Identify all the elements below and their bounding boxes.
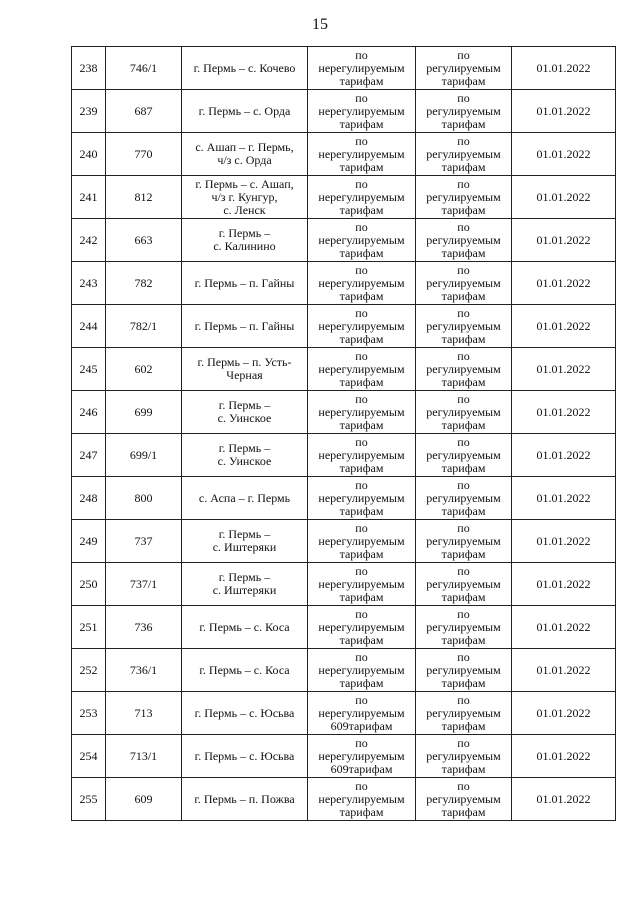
route-number-cell: 737 (106, 520, 182, 563)
route-number-cell: 687 (106, 90, 182, 133)
row-number-cell: 241 (72, 176, 106, 219)
route-number-cell: 812 (106, 176, 182, 219)
row-number-cell: 255 (72, 778, 106, 821)
tariff-cell: по нерегулируемым тарифам (308, 90, 416, 133)
route-number-cell: 699 (106, 391, 182, 434)
transport-type-cell: по регулируемым тарифам (416, 391, 512, 434)
start-date-cell: 01.01.2022 (512, 520, 616, 563)
tariff-cell: по нерегулируемым тарифам (308, 606, 416, 649)
start-date-cell: 01.01.2022 (512, 563, 616, 606)
transport-type-cell: по регулируемым тарифам (416, 262, 512, 305)
route-name-cell: г. Пермь – п. Усть- Черная (182, 348, 308, 391)
start-date-cell: 01.01.2022 (512, 735, 616, 778)
route-name-cell: г. Пермь – п. Гайны (182, 305, 308, 348)
tariff-cell: по нерегулируемым тарифам (308, 348, 416, 391)
transport-type-cell: по регулируемым тарифам (416, 477, 512, 520)
table-row (72, 90, 616, 133)
tariff-cell: по нерегулируемым тарифам (308, 649, 416, 692)
route-name-cell: г. Пермь – с. Юсьва (182, 735, 308, 778)
tariff-cell: по нерегулируемым тарифам (308, 434, 416, 477)
row-number-cell: 253 (72, 692, 106, 735)
route-number-cell: 699/1 (106, 434, 182, 477)
route-number-cell: 800 (106, 477, 182, 520)
start-date-cell: 01.01.2022 (512, 219, 616, 262)
route-name-cell: с. Ашап – г. Пермь, ч/з с. Орда (182, 133, 308, 176)
row-number-cell: 248 (72, 477, 106, 520)
row-number-cell: 244 (72, 305, 106, 348)
route-number-cell: 737/1 (106, 563, 182, 606)
route-number-cell: 782/1 (106, 305, 182, 348)
tariff-cell: по нерегулируемым тарифам (308, 133, 416, 176)
start-date-cell: 01.01.2022 (512, 176, 616, 219)
tariff-cell: по нерегулируемым тарифам (308, 563, 416, 606)
route-name-cell: г. Пермь – с. Ашап, ч/з г. Кунгур, с. Ленск (182, 176, 308, 219)
start-date-cell: 01.01.2022 (512, 348, 616, 391)
route-name-cell: г. Пермь – с. Уинское (182, 434, 308, 477)
route-name-cell: г. Пермь – с. Коса (182, 606, 308, 649)
row-number-cell: 250 (72, 563, 106, 606)
tariff-cell: по нерегулируемым тарифам (308, 219, 416, 262)
table-row (72, 176, 616, 219)
table-row (72, 305, 616, 348)
table-row (72, 434, 616, 477)
transport-type-cell: по регулируемым тарифам (416, 348, 512, 391)
row-number-cell: 247 (72, 434, 106, 477)
route-name-cell: г. Пермь – с. Орда (182, 90, 308, 133)
route-name-cell: г. Пермь – с. Иштеряки (182, 520, 308, 563)
route-number-cell: 770 (106, 133, 182, 176)
table-row (72, 735, 616, 778)
tariff-cell: по нерегулируемым тарифам (308, 477, 416, 520)
transport-type-cell: по регулируемым тарифам (416, 606, 512, 649)
transport-type-cell: по регулируемым тарифам (416, 219, 512, 262)
routes-table (71, 46, 616, 821)
route-name-cell: с. Аспа – г. Пермь (182, 477, 308, 520)
table-row (72, 649, 616, 692)
route-number-cell: 746/1 (106, 47, 182, 90)
table-row (72, 391, 616, 434)
tariff-cell: по нерегулируемым тарифам (308, 262, 416, 305)
route-name-cell: г. Пермь – с. Иштеряки (182, 563, 308, 606)
row-number-cell: 249 (72, 520, 106, 563)
transport-type-cell: по регулируемым тарифам (416, 649, 512, 692)
table-row (72, 477, 616, 520)
route-number-cell: 609 (106, 778, 182, 821)
tariff-cell: по нерегулируемым тарифам (308, 305, 416, 348)
table-row (72, 778, 616, 821)
transport-type-cell: по регулируемым тарифам (416, 133, 512, 176)
route-number-cell: 736 (106, 606, 182, 649)
row-number-cell: 251 (72, 606, 106, 649)
start-date-cell: 01.01.2022 (512, 778, 616, 821)
route-number-cell: 736/1 (106, 649, 182, 692)
row-number-cell: 252 (72, 649, 106, 692)
table-row (72, 133, 616, 176)
transport-type-cell: по регулируемым тарифам (416, 434, 512, 477)
table-row (72, 692, 616, 735)
route-name-cell: г. Пермь – с. Уинское (182, 391, 308, 434)
table-row (72, 520, 616, 563)
row-number-cell: 240 (72, 133, 106, 176)
transport-type-cell: по регулируемым тарифам (416, 778, 512, 821)
table-row (72, 563, 616, 606)
row-number-cell: 238 (72, 47, 106, 90)
route-name-cell: г. Пермь – п. Пожва (182, 778, 308, 821)
start-date-cell: 01.01.2022 (512, 434, 616, 477)
route-name-cell: г. Пермь – с. Юсьва (182, 692, 308, 735)
tariff-cell: по нерегулируемым тарифам (308, 520, 416, 563)
tariff-cell: по нерегулируемым 609тарифам (308, 735, 416, 778)
row-number-cell: 242 (72, 219, 106, 262)
transport-type-cell: по регулируемым тарифам (416, 90, 512, 133)
transport-type-cell: по регулируемым тарифам (416, 520, 512, 563)
tariff-cell: по нерегулируемым 609тарифам (308, 692, 416, 735)
tariff-cell: по нерегулируемым тарифам (308, 778, 416, 821)
table-row (72, 219, 616, 262)
start-date-cell: 01.01.2022 (512, 649, 616, 692)
table-row (72, 348, 616, 391)
page-number: 15 (312, 16, 328, 33)
tariff-cell: по нерегулируемым тарифам (308, 176, 416, 219)
row-number-cell: 246 (72, 391, 106, 434)
route-name-cell: г. Пермь – с. Коса (182, 649, 308, 692)
route-number-cell: 663 (106, 219, 182, 262)
start-date-cell: 01.01.2022 (512, 262, 616, 305)
tariff-cell: по нерегулируемым тарифам (308, 47, 416, 90)
start-date-cell: 01.01.2022 (512, 692, 616, 735)
route-number-cell: 782 (106, 262, 182, 305)
row-number-cell: 239 (72, 90, 106, 133)
route-number-cell: 713/1 (106, 735, 182, 778)
route-number-cell: 602 (106, 348, 182, 391)
start-date-cell: 01.01.2022 (512, 305, 616, 348)
start-date-cell: 01.01.2022 (512, 90, 616, 133)
transport-type-cell: по регулируемым тарифам (416, 692, 512, 735)
start-date-cell: 01.01.2022 (512, 391, 616, 434)
table-row (72, 262, 616, 305)
table-row (72, 606, 616, 649)
table-row (72, 47, 616, 90)
transport-type-cell: по регулируемым тарифам (416, 47, 512, 90)
route-name-cell: г. Пермь – п. Гайны (182, 262, 308, 305)
tariff-cell: по нерегулируемым тарифам (308, 391, 416, 434)
start-date-cell: 01.01.2022 (512, 606, 616, 649)
transport-type-cell: по регулируемым тарифам (416, 176, 512, 219)
start-date-cell: 01.01.2022 (512, 133, 616, 176)
row-number-cell: 243 (72, 262, 106, 305)
start-date-cell: 01.01.2022 (512, 477, 616, 520)
row-number-cell: 245 (72, 348, 106, 391)
route-name-cell: г. Пермь – с. Калинино (182, 219, 308, 262)
transport-type-cell: по регулируемым тарифам (416, 563, 512, 606)
row-number-cell: 254 (72, 735, 106, 778)
transport-type-cell: по регулируемым тарифам (416, 305, 512, 348)
start-date-cell: 01.01.2022 (512, 47, 616, 90)
transport-type-cell: по регулируемым тарифам (416, 735, 512, 778)
route-name-cell: г. Пермь – с. Кочево (182, 47, 308, 90)
route-number-cell: 713 (106, 692, 182, 735)
